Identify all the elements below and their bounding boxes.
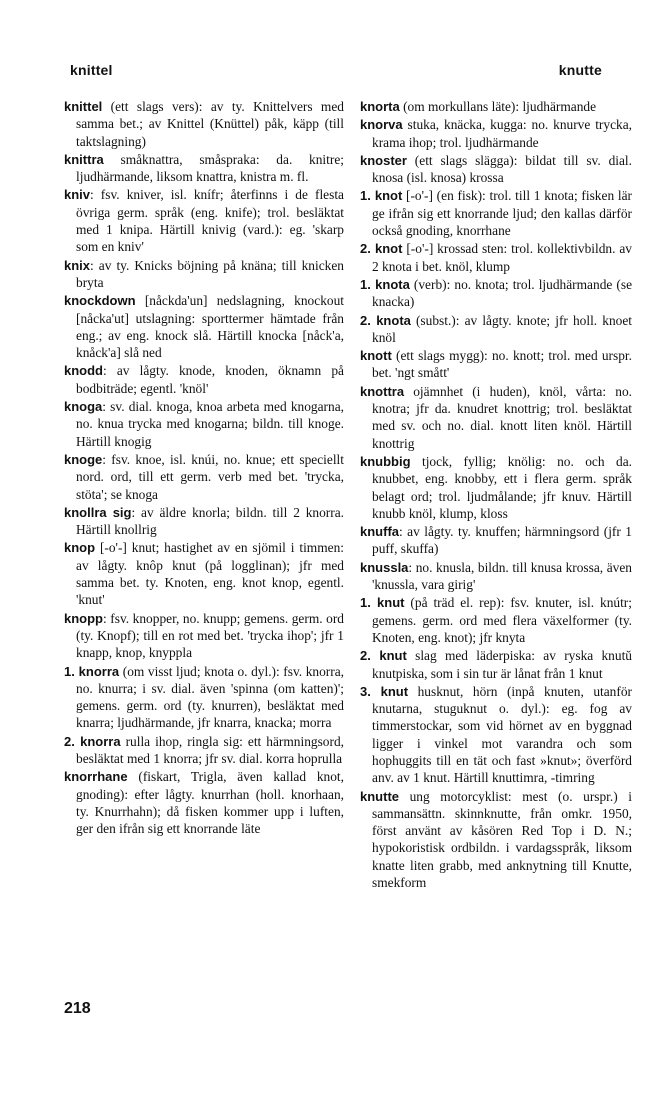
entry-definition: : av lågty. ty. knuffen; härmningsord (jfr 1 puff, skuffa) <box>372 524 632 557</box>
dictionary-entry <box>360 347 632 382</box>
entry-headword: 1. knot <box>360 188 403 204</box>
entry-definition: : sv. dial. knoga, knoa arbeta med knogarna, no. knua trycka med knogarna; bildn. till knoge. Härtill knogig <box>76 399 344 449</box>
dictionary-entry <box>64 539 344 608</box>
dictionary-entry <box>360 647 632 682</box>
dictionary-entry <box>360 683 632 787</box>
dictionary-entry <box>64 504 344 539</box>
entry-headword: knopp <box>64 610 103 626</box>
dictionary-entry <box>360 788 632 892</box>
entry-definition: (på träd el. rep): fsv. knuter, isl. knútr; gemens. germ. ord med flera växelformer (ty. Knoten, eng. knot); jfr knyta <box>372 595 632 645</box>
entry-headword: knubbig <box>360 453 411 469</box>
entry-headword: 2. knut <box>360 648 407 664</box>
dictionary-entry <box>360 594 632 646</box>
dictionary-entry <box>360 559 632 594</box>
dictionary-entry <box>64 398 344 450</box>
entry-headword: 1. knota <box>360 276 410 292</box>
entry-definition: (fiskart, Trigla, även kallad knot, gnoding): efter lågty. knurrhan (holl. knorhaan, ty. Knurrhahn); då fisken kommer upp i luften, ger den ifrån sig ett knorrande läte <box>76 769 344 837</box>
entry-definition: : no. knusla, bildn. till knusa krossa, även 'knussla, vara girig' <box>372 559 632 593</box>
entry-definition: (ett slags vers): av ty. Knittelvers med samma bet.; av Knittel (Knüttel) påk, käpp (till taktslagning) <box>76 99 344 149</box>
entry-headword: knoga <box>64 399 103 415</box>
entry-headword: knorrhane <box>64 769 128 785</box>
dictionary-entry <box>64 292 344 361</box>
entry-headword: knottra <box>360 383 405 399</box>
entry-headword: knorva <box>360 117 403 133</box>
entry-definition: : fsv. knoe, isl. knúi, no. knue; ett speciellt nord. ord, till ett germ. verb med bet. 'trycka, stöta'; se knoga <box>76 451 344 502</box>
entry-headword: knix <box>64 257 91 273</box>
entry-headword: knorta <box>360 99 400 114</box>
entry-headword: knutte <box>360 788 399 804</box>
entry-definition: (ett slags mygg): no. knott; trol. med urspr. bet. 'ngt smått' <box>372 348 632 381</box>
dictionary-entry <box>64 663 344 732</box>
dictionary-entry <box>360 187 632 239</box>
left-column <box>64 98 344 838</box>
entry-headword: 2. knota <box>360 312 411 328</box>
entry-headword: knoster <box>360 152 407 168</box>
entry-definition: : av lågty. knode, knoden, öknamn på bodbiträde; egentl. 'knöl' <box>76 363 344 396</box>
entry-definition: (verb): no. knota; trol. ljudhärmande (se knacka) <box>372 276 633 310</box>
entry-definition: (om morkullans läte): ljudhärmande <box>399 99 597 114</box>
entry-headword: knop <box>64 540 96 556</box>
entry-definition: tjock, fyllig; knölig: no. och da. knubbet, eng. knobby, ett i flera germ. språk belagt ord; trol. ljudmålande; jfr knuv. Härtill knubb knöl, klump, kloss <box>372 453 632 521</box>
entry-headword: knittra <box>64 151 104 167</box>
dictionary-entry <box>360 240 632 275</box>
entry-definition: (ett slags slägga): bildat till sv. dial. knosa (isl. knosa) krossa <box>372 152 632 186</box>
entry-headword: 3. knut <box>360 683 409 699</box>
entry-definition: [nåckda'un] nedslagning, knockout [nåcka'ut] utslagning: sporttermer hämtade från eng.; av eng. knock slå. Härtill knocka [nåck'a, knåck'a] slå ned <box>76 293 344 361</box>
dictionary-entry <box>64 186 344 255</box>
entry-headword: knittel <box>64 99 103 114</box>
entry-definition: stuka, knäcka, kugga: no. knurve trycka, krama ihop; trol. ljudhärmande <box>372 117 632 150</box>
entry-definition: (om visst ljud; knota o. dyl.): fsv. knorra, no. knurra; i sv. dial. även 'spinna (om katten)'; gemens. germ. ord (ty. knurren), besläktat med knarra; ljudhärmande, jfr knarra, knacka; morra <box>76 663 345 731</box>
dictionary-entry <box>64 768 344 837</box>
entry-definition: ung motorcyklist: mest (o. urspr.) i sammansättn. skinnknutte, från omkr. 1950, först använt av kåsören Red Top i D. N.; hypokoristisk ordbildn. i vardagsspråk, liksom knatte liten grabb, med anknytning till Knutte, smekform <box>372 788 632 891</box>
entry-definition: : fsv. kniver, isl. knífr; återfinns i de flesta övriga germ. språk (eng. knife); trol. besläktat med 1 knipa. Härtill knivig (vard.): eg. 'skarp som en kniv' <box>76 187 344 255</box>
dictionary-entry <box>360 276 632 311</box>
entry-headword: knodd <box>64 363 103 379</box>
dictionary-entry <box>64 610 344 662</box>
entry-headword: 2. knorra <box>64 733 121 749</box>
dictionary-entry <box>360 312 632 347</box>
entry-definition: : fsv. knopper, no. knupp; gemens. germ. ord (ty. Knopf); till en rot med bet. 'trycka ihop'; jfr 1 knapp, knop, knyppla <box>76 610 344 661</box>
entry-definition: slag med läderpiska: av ryska knutŭ knutpiska, som i sin tur är lånat från 1 knut <box>372 648 632 681</box>
entry-definition: (subst.): av lågty. knote; jfr holl. knoet knöl <box>372 312 632 345</box>
entry-definition: : av ty. Knicks böjning på knäna; till knicken bryta <box>76 257 344 290</box>
entry-definition: : av äldre knorla; bildn. till 2 knorra. Härtill knollrig <box>76 504 344 538</box>
entry-headword: kniv <box>64 187 91 203</box>
entry-headword: knussla <box>360 559 409 575</box>
dictionary-entry <box>64 362 344 397</box>
entry-definition: [-o'-] (en fisk): trol. till 1 knota; fisken lär ge ifrån sig ett knorrande ljud; den kallas därför också gnoding, knorrhane <box>372 188 632 239</box>
running-head-right: knutte <box>558 62 602 78</box>
entry-headword: knockdown <box>64 293 136 309</box>
dictionary-entry <box>64 98 344 150</box>
dictionary-entry <box>360 453 632 522</box>
dictionary-entry <box>360 523 632 558</box>
entry-headword: 2. knot <box>360 241 403 257</box>
entry-headword: 1. knut <box>360 595 405 611</box>
entry-definition: [-o'-] krossad sten: trol. kollektivbildn. av 2 knota i bet. knöl, klump <box>372 241 632 274</box>
dictionary-entry <box>360 116 632 151</box>
entry-headword: knott <box>360 348 392 364</box>
dictionary-entry <box>360 383 632 452</box>
entry-definition: [-o'-] knut; hastighet av en sjömil i timmen: av lågty. knôp knut (på logglinan); jfr med samma bet. ty. Knoten, eng. knot knop, egentl. 'knut' <box>76 540 344 608</box>
entry-headword: 1. knorra <box>64 663 120 679</box>
entry-headword: knuffa <box>360 524 399 540</box>
entry-headword: knoge <box>64 451 103 467</box>
dictionary-entry <box>64 733 344 768</box>
page-number: 218 <box>64 1000 91 1017</box>
running-head-left: knittel <box>70 62 113 78</box>
entry-definition: rulla ihop, ringla sig: ett härmningsord, besläktat med 1 knorra; jfr sv. dial. korra hoprulla <box>76 733 344 766</box>
right-column <box>360 98 632 892</box>
entry-definition: ojämnhet (i huden), knöl, vårta: no. knotra; jfr da. knudret knottrig; trol. besläktat med sv. och no. dial. knott liten knöl. Härtill knottrig <box>372 383 632 451</box>
entry-definition: husknut, hörn (inpå knuten, utanför knutarna, stuguknut o. dyl.): eg. fog av timmerstockar, som vid hörnet av en byggnad ligger i vinkel mot varandra och som hophuggits till en tät och fast »knut»; överförd anv. av 1 knut. Härtill knuttimra, -timring <box>372 683 632 786</box>
dictionary-entry <box>64 257 344 292</box>
dictionary-entry <box>64 451 344 503</box>
entry-headword: knollra sig <box>64 504 132 520</box>
entry-definition: småknattra, småsprakа: da. knitre; ljudhärmande, liksom knattra, knistra m. fl. <box>76 151 344 185</box>
dictionary-entry <box>64 151 344 186</box>
dictionary-entry <box>360 98 632 115</box>
dictionary-entry <box>360 152 632 187</box>
